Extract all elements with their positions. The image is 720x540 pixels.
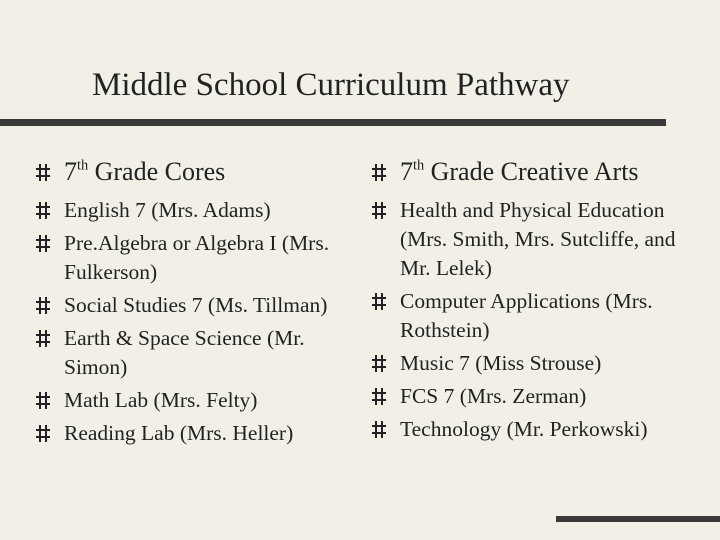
heading-text: Grade Creative Arts: [424, 157, 639, 186]
list-item: [36, 229, 346, 287]
slide-title: Middle School Curriculum Pathway: [92, 67, 570, 103]
heading-text: Grade Cores: [88, 157, 226, 186]
list-item: [36, 386, 346, 415]
list-item: [372, 382, 702, 411]
hash-bullet-icon: [372, 293, 386, 310]
hash-bullet-icon: [36, 235, 50, 252]
list-item-text: English 7 (Mrs. Adams): [64, 198, 271, 222]
hash-bullet-icon: [36, 425, 50, 442]
list-item-text: Earth & Space Science (Mr. Simon): [64, 326, 305, 379]
list-item-text: FCS 7 (Mrs. Zerman): [400, 384, 587, 408]
left-column-heading: [36, 156, 346, 188]
left-column: [36, 156, 346, 452]
heading-ordinal: th: [77, 157, 89, 174]
list-item: [372, 349, 702, 378]
hash-bullet-icon: [36, 330, 50, 347]
heading-number: 7: [64, 157, 77, 186]
hash-bullet-icon: [36, 202, 50, 219]
hash-bullet-icon: [36, 297, 50, 314]
hash-bullet-icon: [372, 202, 386, 219]
hash-bullet-icon: [36, 164, 50, 181]
list-item: [36, 419, 346, 448]
list-item-text: Reading Lab (Mrs. Heller): [64, 421, 294, 445]
list-item: [36, 196, 346, 225]
hash-bullet-icon: [36, 392, 50, 409]
list-item-text: Technology (Mr. Perkowski): [400, 417, 648, 441]
heading-ordinal: th: [413, 157, 425, 174]
right-column-heading: [372, 156, 702, 188]
list-item: [372, 415, 702, 444]
hash-bullet-icon: [372, 164, 386, 181]
hash-bullet-icon: [372, 355, 386, 372]
list-item-text: Computer Applications (Mrs. Rothstein): [400, 289, 653, 342]
list-item: [372, 196, 702, 283]
list-item: [36, 324, 346, 382]
list-item-text: Pre.Algebra or Algebra I (Mrs. Fulkerson): [64, 231, 330, 284]
list-item: [36, 291, 346, 320]
list-item-text: Health and Physical Education (Mrs. Smith, Mrs. Sutcliffe, and Mr. Lelek): [400, 198, 676, 280]
heading-number: 7: [400, 157, 413, 186]
list-item-text: Social Studies 7 (Ms. Tillman): [64, 293, 328, 317]
list-item-text: Music 7 (Miss Strouse): [400, 351, 602, 375]
hash-bullet-icon: [372, 388, 386, 405]
list-item-text: Math Lab (Mrs. Felty): [64, 388, 258, 412]
footer-divider: [556, 516, 720, 522]
right-column: [372, 156, 702, 448]
title-divider: [0, 119, 666, 126]
hash-bullet-icon: [372, 421, 386, 438]
list-item: [372, 287, 702, 345]
